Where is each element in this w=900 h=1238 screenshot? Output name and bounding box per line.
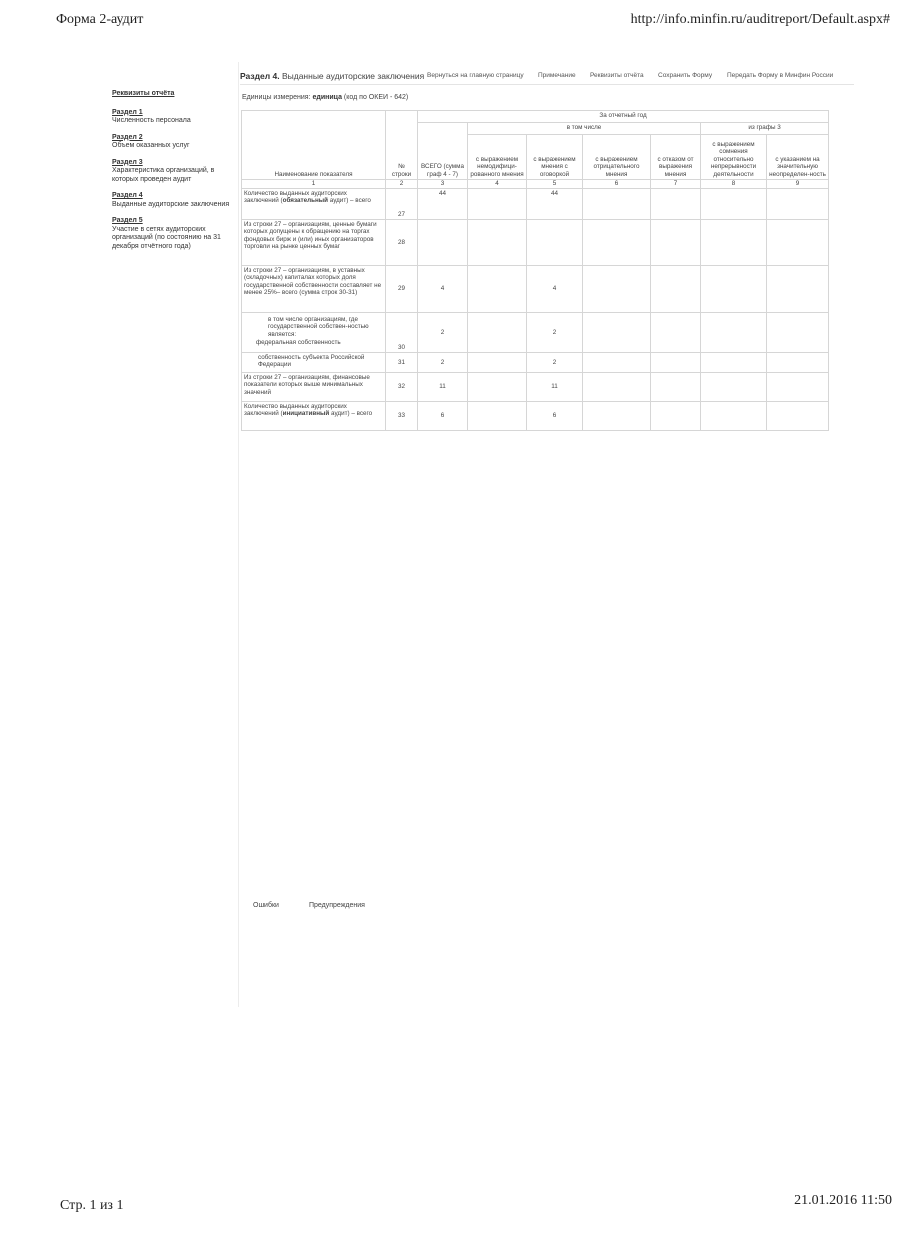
cell-col-4[interactable] — [468, 266, 527, 313]
column-number: 7 — [651, 180, 701, 189]
cell-col-8[interactable] — [701, 220, 767, 266]
home-link[interactable]: Вернуться на главную страницу — [427, 72, 524, 79]
section-heading-name: Выданные аудиторские заключения — [281, 71, 425, 81]
header-total: ВСЕГО (сумма граф 4 - 7) — [418, 123, 468, 180]
notes-link[interactable]: Примечание — [538, 72, 576, 79]
cell-col-8[interactable] — [701, 313, 767, 353]
cell-col-9[interactable] — [767, 353, 829, 373]
print-header-url: http://info.minfin.ru/auditreport/Default.aspx# — [630, 12, 890, 27]
cell-col-3[interactable]: 44 — [418, 189, 468, 220]
units-line — [242, 94, 408, 101]
cell-col-6[interactable] — [583, 313, 651, 353]
sidebar-item-section-4[interactable] — [112, 192, 230, 209]
column-number: 5 — [527, 180, 583, 189]
row-label: собственность субъекта Российской Федерации — [242, 353, 386, 373]
header-col-5: с выражением мнения с оговоркой — [527, 135, 583, 180]
table-row — [242, 220, 829, 266]
header-col-7: с отказом от выражения мнения — [651, 135, 701, 180]
sidebar-item-section-1[interactable] — [112, 109, 230, 126]
row-label: Из строки 27 – организациям, финансовые показатели которых выше минимальных значений — [242, 373, 386, 402]
cell-col-7[interactable] — [651, 402, 701, 431]
cell-col-6[interactable] — [583, 353, 651, 373]
cell-col-7[interactable] — [651, 266, 701, 313]
print-footer-page: Стр. 1 из 1 — [60, 1198, 124, 1213]
table-row — [242, 189, 829, 220]
header-col-6: с выражением отрицательного мнения — [583, 135, 651, 180]
column-number: 4 — [468, 180, 527, 189]
cell-col-6[interactable] — [583, 402, 651, 431]
save-form-link[interactable]: Сохранить Форму — [658, 72, 713, 79]
cell-col-5[interactable]: 11 — [527, 373, 583, 402]
cell-col-7[interactable] — [651, 353, 701, 373]
cell-col-4[interactable] — [468, 220, 527, 266]
row-label: в том числе организациям, где государственной собствен-ностью является: федеральная собственность — [242, 313, 386, 353]
sidebar-item-section-3[interactable] — [112, 159, 230, 185]
row-label: Количество выданных аудиторских заключений (обязательный аудит) – всего — [242, 189, 386, 220]
units-value: единица — [312, 94, 342, 101]
header-row-number: № строки — [386, 111, 418, 180]
units-suffix: (код по ОКЕИ - 642) — [343, 94, 409, 101]
warnings-link[interactable]: Предупреждения — [309, 902, 365, 909]
sidebar-nav — [112, 90, 230, 259]
cell-col-6[interactable] — [583, 220, 651, 266]
sidebar-item-label: Объем оказанных услуг — [112, 142, 190, 149]
cell-col-8[interactable] — [701, 189, 767, 220]
row-label: Из строки 27 – организациям, в уставных (складочных) капиталах которых доля государственной собственности составляет не менее 25%– всего (сумма строк 30-31) — [242, 266, 386, 313]
header-reporting-year: За отчетный год — [418, 111, 829, 123]
column-number: 9 — [767, 180, 829, 189]
row-number: 32 — [386, 373, 418, 402]
cell-col-7[interactable] — [651, 373, 701, 402]
column-number: 2 — [386, 180, 418, 189]
row-number: 31 — [386, 353, 418, 373]
cell-col-8[interactable] — [701, 373, 767, 402]
cell-col-9[interactable] — [767, 189, 829, 220]
section-heading-number: Раздел 4. — [240, 71, 280, 81]
cell-col-8[interactable] — [701, 353, 767, 373]
cell-col-3[interactable]: 6 — [418, 402, 468, 431]
cell-col-5[interactable]: 2 — [527, 353, 583, 373]
row-number: 30 — [386, 313, 418, 353]
column-number: 3 — [418, 180, 468, 189]
cell-col-4[interactable] — [468, 373, 527, 402]
cell-col-7[interactable] — [651, 313, 701, 353]
sidebar-item-section-5[interactable] — [112, 217, 230, 251]
top-toolbar — [240, 68, 850, 84]
cell-col-9[interactable] — [767, 373, 829, 402]
sidebar-item-label: Характеристика организаций, в которых проведен аудит — [112, 167, 215, 183]
cell-col-3[interactable]: 2 — [418, 353, 468, 373]
cell-col-4[interactable] — [468, 189, 527, 220]
cell-col-9[interactable] — [767, 220, 829, 266]
cell-col-7[interactable] — [651, 189, 701, 220]
cell-col-9[interactable] — [767, 313, 829, 353]
cell-col-5[interactable] — [527, 220, 583, 266]
table-row — [242, 266, 829, 313]
sidebar-item-label: Участие в сетях аудиторских организаций (по состоянию на 31 декабря отчётного года) — [112, 225, 221, 250]
header-indicator-name: Наименование показателя — [242, 111, 386, 180]
column-number: 8 — [701, 180, 767, 189]
cell-col-6[interactable] — [583, 189, 651, 220]
cell-col-5[interactable]: 44 — [527, 189, 583, 220]
requisites-link[interactable]: Реквизиты отчёта — [590, 72, 644, 79]
cell-col-5[interactable]: 4 — [527, 266, 583, 313]
cell-col-6[interactable] — [583, 266, 651, 313]
sidebar-link-requisites[interactable]: Реквизиты отчёта — [112, 90, 175, 97]
sidebar-item-title[interactable]: Раздел 5 — [112, 217, 143, 224]
header-col-9: с указанием на значительную неопределен-ность — [767, 135, 829, 180]
sidebar-item-section-2[interactable] — [112, 134, 230, 151]
cell-col-3[interactable]: 11 — [418, 373, 468, 402]
cell-col-3[interactable]: 4 — [418, 266, 468, 313]
sidebar-item-title[interactable]: Раздел 4 — [112, 192, 143, 199]
cell-col-9[interactable] — [767, 266, 829, 313]
table-row — [242, 402, 829, 431]
row-label: Из строки 27 – организациям, ценные бумаги которых допущены к обращению на торгах фондовых бирж и (или) иных организаторов торговли на рынке ценных бумаг — [242, 220, 386, 266]
submit-form-link[interactable]: Передать Форму в Минфин России — [727, 72, 834, 79]
row-number: 27 — [386, 189, 418, 220]
table-row — [242, 313, 829, 353]
units-prefix: Единицы измерения: — [242, 94, 311, 101]
audit-report-table — [241, 110, 829, 431]
row-label: Количество выданных аудиторских заключений (инициативный аудит) – всего — [242, 402, 386, 431]
cell-col-5[interactable]: 6 — [527, 402, 583, 431]
cell-col-9[interactable] — [767, 402, 829, 431]
cell-col-4[interactable] — [468, 353, 527, 373]
cell-col-3[interactable]: 2 — [418, 313, 468, 353]
table-row — [242, 353, 829, 373]
sidebar-item-label: Выданные аудиторские заключения — [112, 200, 230, 208]
errors-link[interactable]: Ошибки — [253, 902, 279, 909]
cell-col-4[interactable] — [468, 402, 527, 431]
sidebar-item-title[interactable]: Раздел 3 — [112, 158, 143, 166]
header-from-column-3: из графы 3 — [701, 123, 829, 135]
header-col-4: с выражением немодифици-рованного мнения — [468, 135, 527, 180]
header-col-8: с выражением сомнения относительно непрерывности деятельности — [701, 135, 767, 180]
column-number: 6 — [583, 180, 651, 189]
toolbar-divider — [240, 84, 854, 85]
row-number: 33 — [386, 402, 418, 431]
content-divider — [238, 62, 239, 1007]
cell-col-6[interactable] — [583, 373, 651, 402]
sidebar-item-title[interactable]: Раздел 1 — [112, 108, 143, 116]
row-number: 28 — [386, 220, 418, 266]
row-number: 29 — [386, 266, 418, 313]
print-footer-datetime: 21.01.2016 11:50 — [794, 1193, 892, 1208]
header-including: в том числе — [468, 123, 701, 135]
cell-col-3[interactable] — [418, 220, 468, 266]
sidebar-item-title[interactable]: Раздел 2 — [112, 133, 143, 141]
cell-col-4[interactable] — [468, 313, 527, 353]
column-numbers-row — [242, 180, 829, 189]
sidebar-item-label: Численность персонала — [112, 117, 191, 124]
column-number: 1 — [242, 180, 386, 189]
table-row — [242, 373, 829, 402]
cell-col-8[interactable] — [701, 402, 767, 431]
print-header-title: Форма 2-аудит — [56, 12, 144, 27]
cell-col-8[interactable] — [701, 266, 767, 313]
section-heading — [240, 71, 424, 81]
cell-col-5[interactable]: 2 — [527, 313, 583, 353]
cell-col-7[interactable] — [651, 220, 701, 266]
